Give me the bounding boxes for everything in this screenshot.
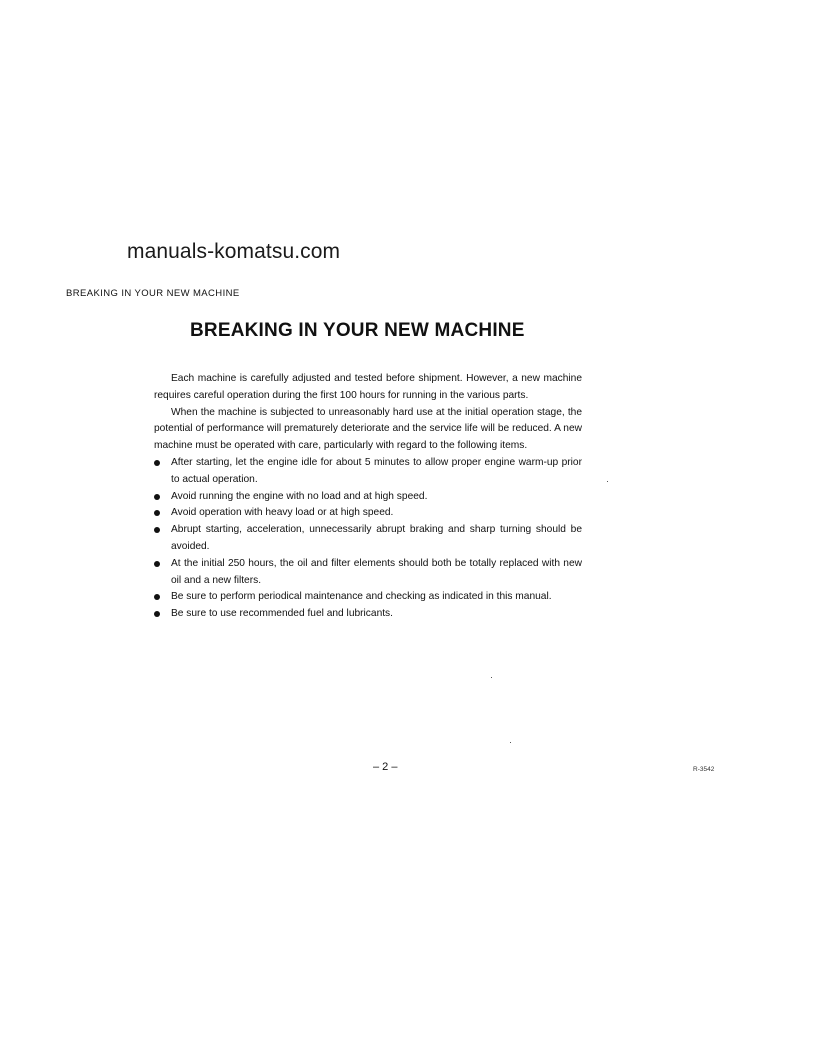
break-in-list [154, 455, 582, 623]
list-item-text: Avoid running the engine with no load and at high speed. [171, 490, 428, 502]
list-item [154, 455, 582, 489]
list-item-text: Be sure to perform periodical maintenance and checking as indicated in this manual. [171, 591, 552, 603]
bullet-icon [154, 611, 160, 617]
bullet-icon [154, 494, 160, 500]
list-item-text: Be sure to use recommended fuel and lubricants. [171, 608, 393, 620]
bullet-icon [154, 527, 160, 533]
list-item-text: Avoid operation with heavy load or at high speed. [171, 507, 394, 519]
bullet-icon [154, 460, 160, 466]
caution-paragraph: When the machine is subjected to unreasonably hard use at the initial operation stage, the potential of performance will prematurely deteriorate and the service life will be reduced. A new machine must be operated with care, particularly with regard to the following items. [154, 406, 582, 452]
list-item-text: At the initial 250 hours, the oil and filter elements should both be totally replaced with new oil and a new filters. [171, 557, 582, 586]
list-item-text: Abrupt starting, acceleration, unnecessarily abrupt braking and sharp turning should be avoided. [171, 524, 582, 552]
bullet-icon [154, 510, 160, 516]
bullet-icon [154, 561, 160, 567]
scan-speck [491, 677, 492, 678]
list-item [154, 589, 582, 606]
scan-speck [607, 481, 608, 482]
list-item [154, 489, 582, 506]
list-item-text: After starting, let the engine idle for about 5 minutes to allow proper engine warm-up prior to actual operation. [171, 456, 582, 485]
running-header: BREAKING IN YOUR NEW MACHINE [66, 288, 240, 299]
document-code: R-3542 [693, 766, 715, 773]
watermark-text: manuals-komatsu.com [127, 240, 341, 263]
scan-speck [510, 742, 511, 743]
page-number: – 2 – [373, 761, 398, 773]
list-item [154, 556, 582, 590]
list-item [154, 505, 582, 522]
intro-paragraph: Each machine is carefully adjusted and tested before shipment. However, a new machine requires careful operation during the first 100 hours for running in the various parts. [154, 373, 582, 401]
bullet-icon [154, 594, 160, 600]
list-item [154, 606, 582, 623]
body-text [154, 371, 582, 623]
list-item [154, 522, 582, 556]
page-title: BREAKING IN YOUR NEW MACHINE [190, 320, 525, 341]
